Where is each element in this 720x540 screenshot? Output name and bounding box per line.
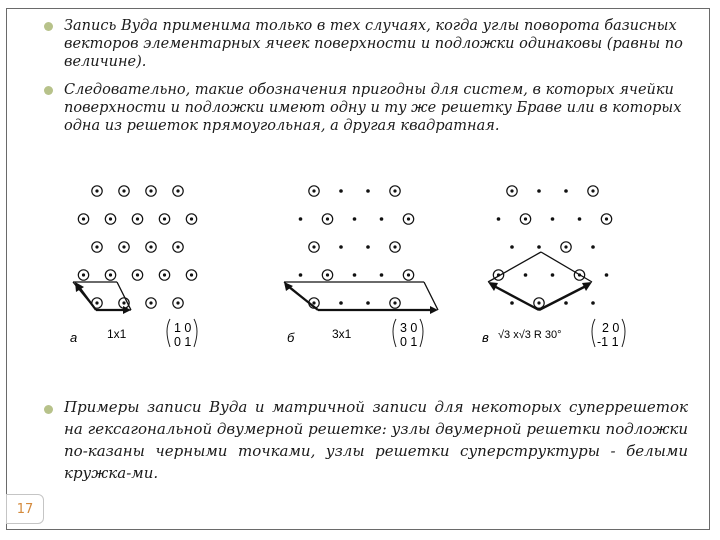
substrate-node xyxy=(524,217,527,220)
substrate-node xyxy=(537,189,541,193)
substrate-node xyxy=(510,301,514,305)
substrate-node xyxy=(122,189,125,192)
substrate-node xyxy=(407,273,410,276)
bullet-3-marker xyxy=(44,405,53,414)
substrate-node xyxy=(380,273,384,277)
substrate-node xyxy=(95,245,98,248)
substrate-node xyxy=(149,245,152,248)
substrate-node xyxy=(339,301,343,305)
substrate-node xyxy=(326,217,329,220)
panel-b-letter: б xyxy=(287,330,295,345)
substrate-node xyxy=(190,273,193,276)
substrate-node xyxy=(190,217,193,220)
substrate-node xyxy=(136,217,139,220)
substrate-node xyxy=(564,301,568,305)
page-number: 17 xyxy=(16,501,34,517)
panel-a-letter: а xyxy=(70,330,78,345)
panel-a-wood: 1x1 xyxy=(107,327,127,341)
substrate-node xyxy=(591,189,594,192)
panel-b-vectors xyxy=(284,282,438,314)
paragraph-3: Примеры записи Вуда и матричной записи для некоторых суперрешеток на гексагональной двумерной решетке: узлы двумерной решетки подложки по-казаны черными точками, узлы решетки суперструктуры - белыми кружка-ми. xyxy=(64,398,688,482)
substrate-node xyxy=(176,301,179,304)
substrate-node xyxy=(393,189,396,192)
panel-c-matrix-row1: 2 0 xyxy=(602,321,620,335)
substrate-node xyxy=(380,217,384,221)
substrate-node xyxy=(82,217,85,220)
substrate-node xyxy=(95,301,98,304)
panel-a-matrix-row1: 1 0 xyxy=(174,321,192,335)
substrate-node xyxy=(312,245,315,248)
substrate-node xyxy=(312,189,315,192)
substrate-node xyxy=(82,273,85,276)
substrate-node xyxy=(366,245,370,249)
substrate-node xyxy=(353,273,357,277)
substrate-node xyxy=(605,217,608,220)
substrate-node xyxy=(176,245,179,248)
substrate-node xyxy=(122,301,125,304)
substrate-node xyxy=(326,273,329,276)
substrate-node xyxy=(537,245,541,249)
substrate-node xyxy=(497,217,501,221)
substrate-node xyxy=(366,301,370,305)
bullet-2-marker xyxy=(44,86,53,95)
bullet-1-marker xyxy=(44,22,53,31)
substrate-node xyxy=(578,217,582,221)
panel-b-matrix-row2: 0 1 xyxy=(400,335,418,349)
substrate-node xyxy=(339,189,343,193)
substrate-node xyxy=(564,245,567,248)
substrate-node xyxy=(407,217,410,220)
panel-b-cell xyxy=(284,282,438,310)
substrate-node xyxy=(95,189,98,192)
lattice-points xyxy=(78,186,611,308)
paragraph-1: Запись Вуда применима только в тех случаях, когда углы поворота базисных векторов элементарных ячеек поверхности и подложки одинаковы (равны по величине). xyxy=(64,18,683,70)
paragraph-2: Следовательно, такие обозначения пригодны для систем, в которых ячейки поверхности и подложки имеют одну и ту же решетку Браве или в которых одна из решеток прямоугольная, а другая квадратная. xyxy=(64,82,682,134)
panel-b-matrix xyxy=(393,319,423,349)
page-number-badge xyxy=(6,494,44,524)
substrate-node xyxy=(537,301,540,304)
substrate-node xyxy=(312,301,315,304)
substrate-node xyxy=(551,273,555,277)
substrate-node xyxy=(591,245,595,249)
panel-c-matrix xyxy=(592,319,625,349)
substrate-node xyxy=(393,245,396,248)
substrate-node xyxy=(149,189,152,192)
substrate-node xyxy=(366,189,370,193)
lattice-figure xyxy=(60,170,660,360)
substrate-node xyxy=(605,273,609,277)
substrate-node xyxy=(591,301,595,305)
substrate-node xyxy=(109,217,112,220)
substrate-node xyxy=(299,217,303,221)
substrate-node xyxy=(393,301,396,304)
substrate-node xyxy=(339,245,343,249)
substrate-node xyxy=(176,189,179,192)
substrate-node xyxy=(109,273,112,276)
substrate-node xyxy=(149,301,152,304)
panel-a-matrix-row2: 0 1 xyxy=(174,335,192,349)
panel-c-letter: в xyxy=(482,330,489,345)
panel-b-wood: 3x1 xyxy=(332,327,352,341)
panel-a-matrix xyxy=(167,319,197,349)
panel-c-wood: √3 x√3 R 30° xyxy=(498,329,562,341)
substrate-node xyxy=(510,245,514,249)
substrate-node xyxy=(136,273,139,276)
substrate-node xyxy=(122,245,125,248)
substrate-node xyxy=(299,273,303,277)
substrate-node xyxy=(163,217,166,220)
panel-b-matrix-row1: 3 0 xyxy=(400,321,418,335)
substrate-node xyxy=(353,217,357,221)
substrate-node xyxy=(551,217,555,221)
substrate-node xyxy=(564,189,568,193)
substrate-node xyxy=(163,273,166,276)
substrate-node xyxy=(510,189,513,192)
substrate-node xyxy=(524,273,528,277)
panel-c-matrix-row2: -1 1 xyxy=(597,335,619,349)
